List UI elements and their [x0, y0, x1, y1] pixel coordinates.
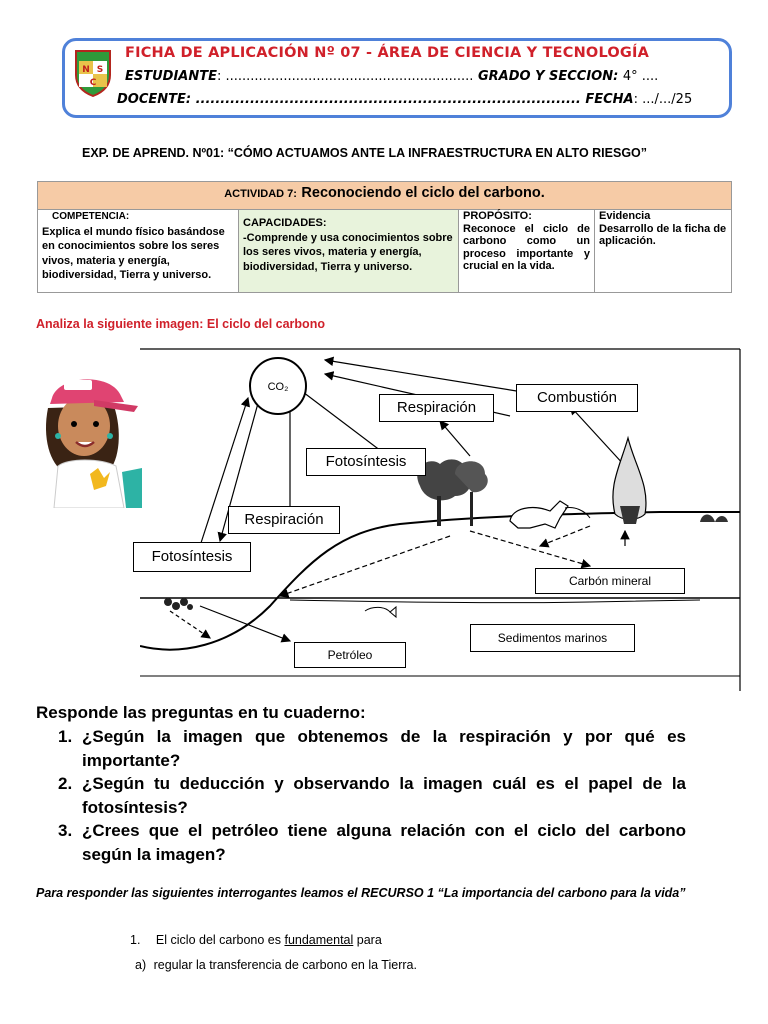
activity-header — [38, 182, 731, 210]
proposito-cell — [459, 210, 595, 292]
statement-item-1 — [130, 933, 382, 947]
girl-illustration — [38, 368, 142, 508]
label-respiracion-low: Respiración — [228, 506, 340, 534]
bushes-icon — [700, 515, 728, 523]
teacher-line — [117, 92, 692, 107]
date-label: FECHA — [585, 92, 634, 107]
arrow-sea-2 — [170, 611, 210, 638]
student-label: ESTUDIANTE — [125, 69, 217, 84]
questions-title: Responde las preguntas en tu cuaderno: — [36, 703, 366, 722]
student-blank: : ............................................................ — [216, 69, 474, 84]
option-text: regular la transferencia de carbono en la Tierra. — [153, 958, 417, 972]
school-shield-logo — [73, 47, 113, 97]
header-box — [62, 38, 732, 118]
label-fotosintesis-top: Fotosíntesis — [306, 448, 426, 476]
teacher-label: DOCENTE: .............................................................................. — [117, 92, 581, 107]
evidencia-head: Evidencia — [599, 210, 651, 222]
proposito-text: Reconoce el ciclo de carbono como un proceso importante y crucial en la vida. — [463, 222, 590, 272]
co2-label: CO₂ — [267, 381, 289, 393]
activity-table — [37, 181, 732, 293]
logo-letter-n: N — [82, 65, 90, 75]
label-carbon-mineral: Carbón mineral — [535, 568, 685, 594]
question-number: 1. — [58, 727, 73, 746]
arrow-dashed-1 — [540, 526, 590, 546]
recurso-instruction: Para responder las siguientes interrogantes leamos el RECURSO 1 “La importancia del carbono para la vida” — [36, 886, 686, 900]
arrow-sea-1 — [200, 606, 290, 641]
fire-icon — [613, 438, 646, 524]
fish-icon — [365, 607, 396, 617]
statement-text-after: para — [353, 933, 382, 947]
statement-number: 1. — [130, 933, 141, 947]
question-text: ¿Según tu deducción y observando la imagen cuál es el papel de la fotosíntesis? — [82, 774, 686, 817]
label-sedimentos: Sedimentos marinos — [470, 624, 635, 652]
statement-underlined: fundamental — [284, 933, 354, 947]
evidencia-text: Desarrollo de la ficha de aplicación. — [599, 222, 727, 247]
capacidades-cell — [239, 210, 459, 292]
label-combustion: Combustión — [516, 384, 638, 412]
student-line — [125, 69, 658, 84]
label-petroleo: Petróleo — [294, 642, 406, 668]
sediment-line — [290, 600, 700, 603]
worksheet-title: FICHA DE APLICACIÓN Nº 07 - ÁREA DE CIENCIA Y TECNOLOGÍA — [125, 45, 650, 61]
activity-name: Reconociendo el ciclo del carbono. — [301, 185, 545, 201]
logo-letter-c: C — [89, 78, 97, 88]
competencia-cell — [38, 210, 239, 292]
date-value: : .../.../25 — [633, 92, 693, 107]
label-fotosintesis-low: Fotosíntesis — [133, 542, 251, 572]
competencia-text: Explica el mundo físico basándose en conocimientos sobre los seres vivos, materia y energía, biodiversidad, Tierra y universo. — [42, 225, 225, 281]
capacidades-head: CAPACIDADES: — [243, 217, 327, 229]
arrow-respiration-top — [295, 386, 385, 454]
grade-label: GRADO Y SECCION: — [477, 69, 619, 84]
question-item — [36, 772, 686, 819]
proposito-head: PROPÓSITO: — [463, 210, 532, 222]
activity-prefix: ACTIVIDAD 7: — [224, 188, 297, 200]
question-text: ¿Según la imagen que obtenemos de la respiración y por qué es importante? — [82, 727, 686, 770]
evidencia-cell — [595, 210, 731, 292]
arrow-dashed-3 — [280, 536, 450, 596]
question-item — [36, 725, 686, 772]
question-number: 3. — [58, 821, 73, 840]
option-letter: a) — [135, 958, 147, 972]
analyze-heading: Analiza la siguiente imagen: El ciclo del carbono — [36, 317, 325, 331]
competencia-head: COMPETENCIA: — [52, 211, 130, 222]
statement-option-a — [135, 958, 417, 972]
arrow-combustion — [325, 360, 535, 394]
statement-text-before: El ciclo del carbono es — [155, 933, 285, 947]
question-text: ¿Crees que el petróleo tiene alguna relación con el ciclo del carbono según la imagen? — [82, 821, 686, 864]
grade-value: 4° .... — [622, 69, 659, 84]
arrow-dashed-2 — [470, 531, 590, 566]
arrow-fire — [570, 406, 625, 466]
question-item — [36, 819, 686, 866]
logo-letter-s: S — [96, 65, 104, 75]
question-number: 2. — [58, 774, 73, 793]
label-respiracion-top: Respiración — [379, 394, 494, 422]
capacidades-text: -Comprende y usa conocimientos sobre los seres vivos, materia y energía, biodiversidad, Tierra y universo. — [243, 231, 453, 273]
phytoplankton-icon — [164, 598, 193, 610]
trees-icon — [417, 459, 487, 526]
learning-experience-title: EXP. DE APREND. Nº01: “CÓMO ACTUAMOS ANTE LA INFRAESTRUCTURA EN ALTO RIESGO” — [82, 146, 648, 160]
questions-list — [36, 725, 686, 866]
arrow-tree — [440, 421, 470, 456]
